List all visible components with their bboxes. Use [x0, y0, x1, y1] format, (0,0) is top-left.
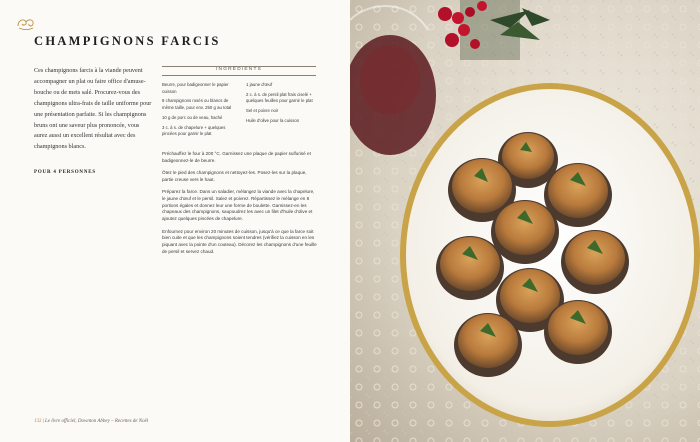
ingredient-item: 2 c. à s. de persil plat frais ciselé + quelques feuilles pour garnir le plat [246, 91, 313, 104]
ingredient-item: 1 jaune d'œuf [246, 82, 273, 87]
mushroom-5 [436, 236, 504, 300]
ingredient-item: 8 champignons rosés ou blancs de même taille, pour env. 250 g au total [162, 98, 232, 111]
mushroom-8 [454, 313, 522, 377]
servings-label: POUR 4 PERSONNES [34, 170, 96, 175]
mushroom-6 [561, 230, 629, 294]
stuffed-mushrooms-illustration [350, 0, 700, 442]
ingredients-left-column [162, 82, 236, 141]
recipe-intro: Ces champignons farcis à la viande peuvent accompagner un plat ou faire office d'amuse-bouche ou de mets salé. Procurez-vous des champignons ultra-frais de taille uniforme pour une présentation parfaite. Si les champignons bruns ont une saveur plus prononcée, vous aurez aussi un excellent résultat avec des champignons blancs. [34, 67, 152, 151]
book-title: Le livre officiel, Downton Abbey – Recettes de Noël [45, 419, 149, 424]
recipe-step: Ôtez le pied des champignons et nettoyez-les. Posez-les sur la plaque, partie creuse vers le haut. [162, 170, 307, 182]
ingredient-item: Huile d'olive pour la cuisson [246, 117, 300, 123]
ingredient-item: Sel et poivre noir [246, 108, 279, 114]
recipe-steps [162, 151, 318, 261]
page-footer: 132 | Le livre officiel, Downton Abbey – Recettes de Noël [34, 419, 149, 424]
recipe-step: Préchauffez le four à 200 °C. Garnissez une plaque de papier sulfurisé et badigeonnez-le de beurre. [162, 151, 311, 163]
ingredients-right-column [246, 82, 316, 128]
ingredients-rule-bottom [162, 75, 316, 76]
recipe-step: Enfournez pour environ 20 minutes de cuisson, jusqu'à ce que la farce soit bien cuite et que les champignons soient tendres (vérifiez la cuisson en les piquant avec la pointe d'un couteau). Décorez les champignons d'une feuille de persil et servez chaud. [162, 228, 317, 254]
recipe-title: CHAMPIGNONS FARCIS [34, 34, 221, 48]
page-number: 132 [34, 419, 42, 424]
ingredient-item: Beurre, pour badigeonner le papier cuisson [162, 82, 229, 94]
mushroom-9 [544, 300, 612, 364]
ingredient-item: 3 c. à s. de chapelure + quelques pincées pour garnir le plat [162, 124, 226, 137]
food-photo [350, 0, 700, 442]
ingredients-heading: INGRÉDIENTS [216, 67, 262, 72]
recipe-step: Préparez la farce. Dans un saladier, mélangez la viande avec la chapelure, le jaune d'œuf et le persil. Salez et poivrez. Répartissez le mélange en 8 portions égales et donnez leur une forme de boulette. Garnissez-en les chapeaux des champignons, saupoudrez les avec un filet d'huile d'olive et ajoutez quelques pincées de chapelure. [162, 189, 315, 222]
ingredient-item: 10 g de porc ou de veau, haché [162, 114, 223, 120]
mushroom-4 [491, 200, 559, 264]
ornament-icon [16, 16, 36, 32]
